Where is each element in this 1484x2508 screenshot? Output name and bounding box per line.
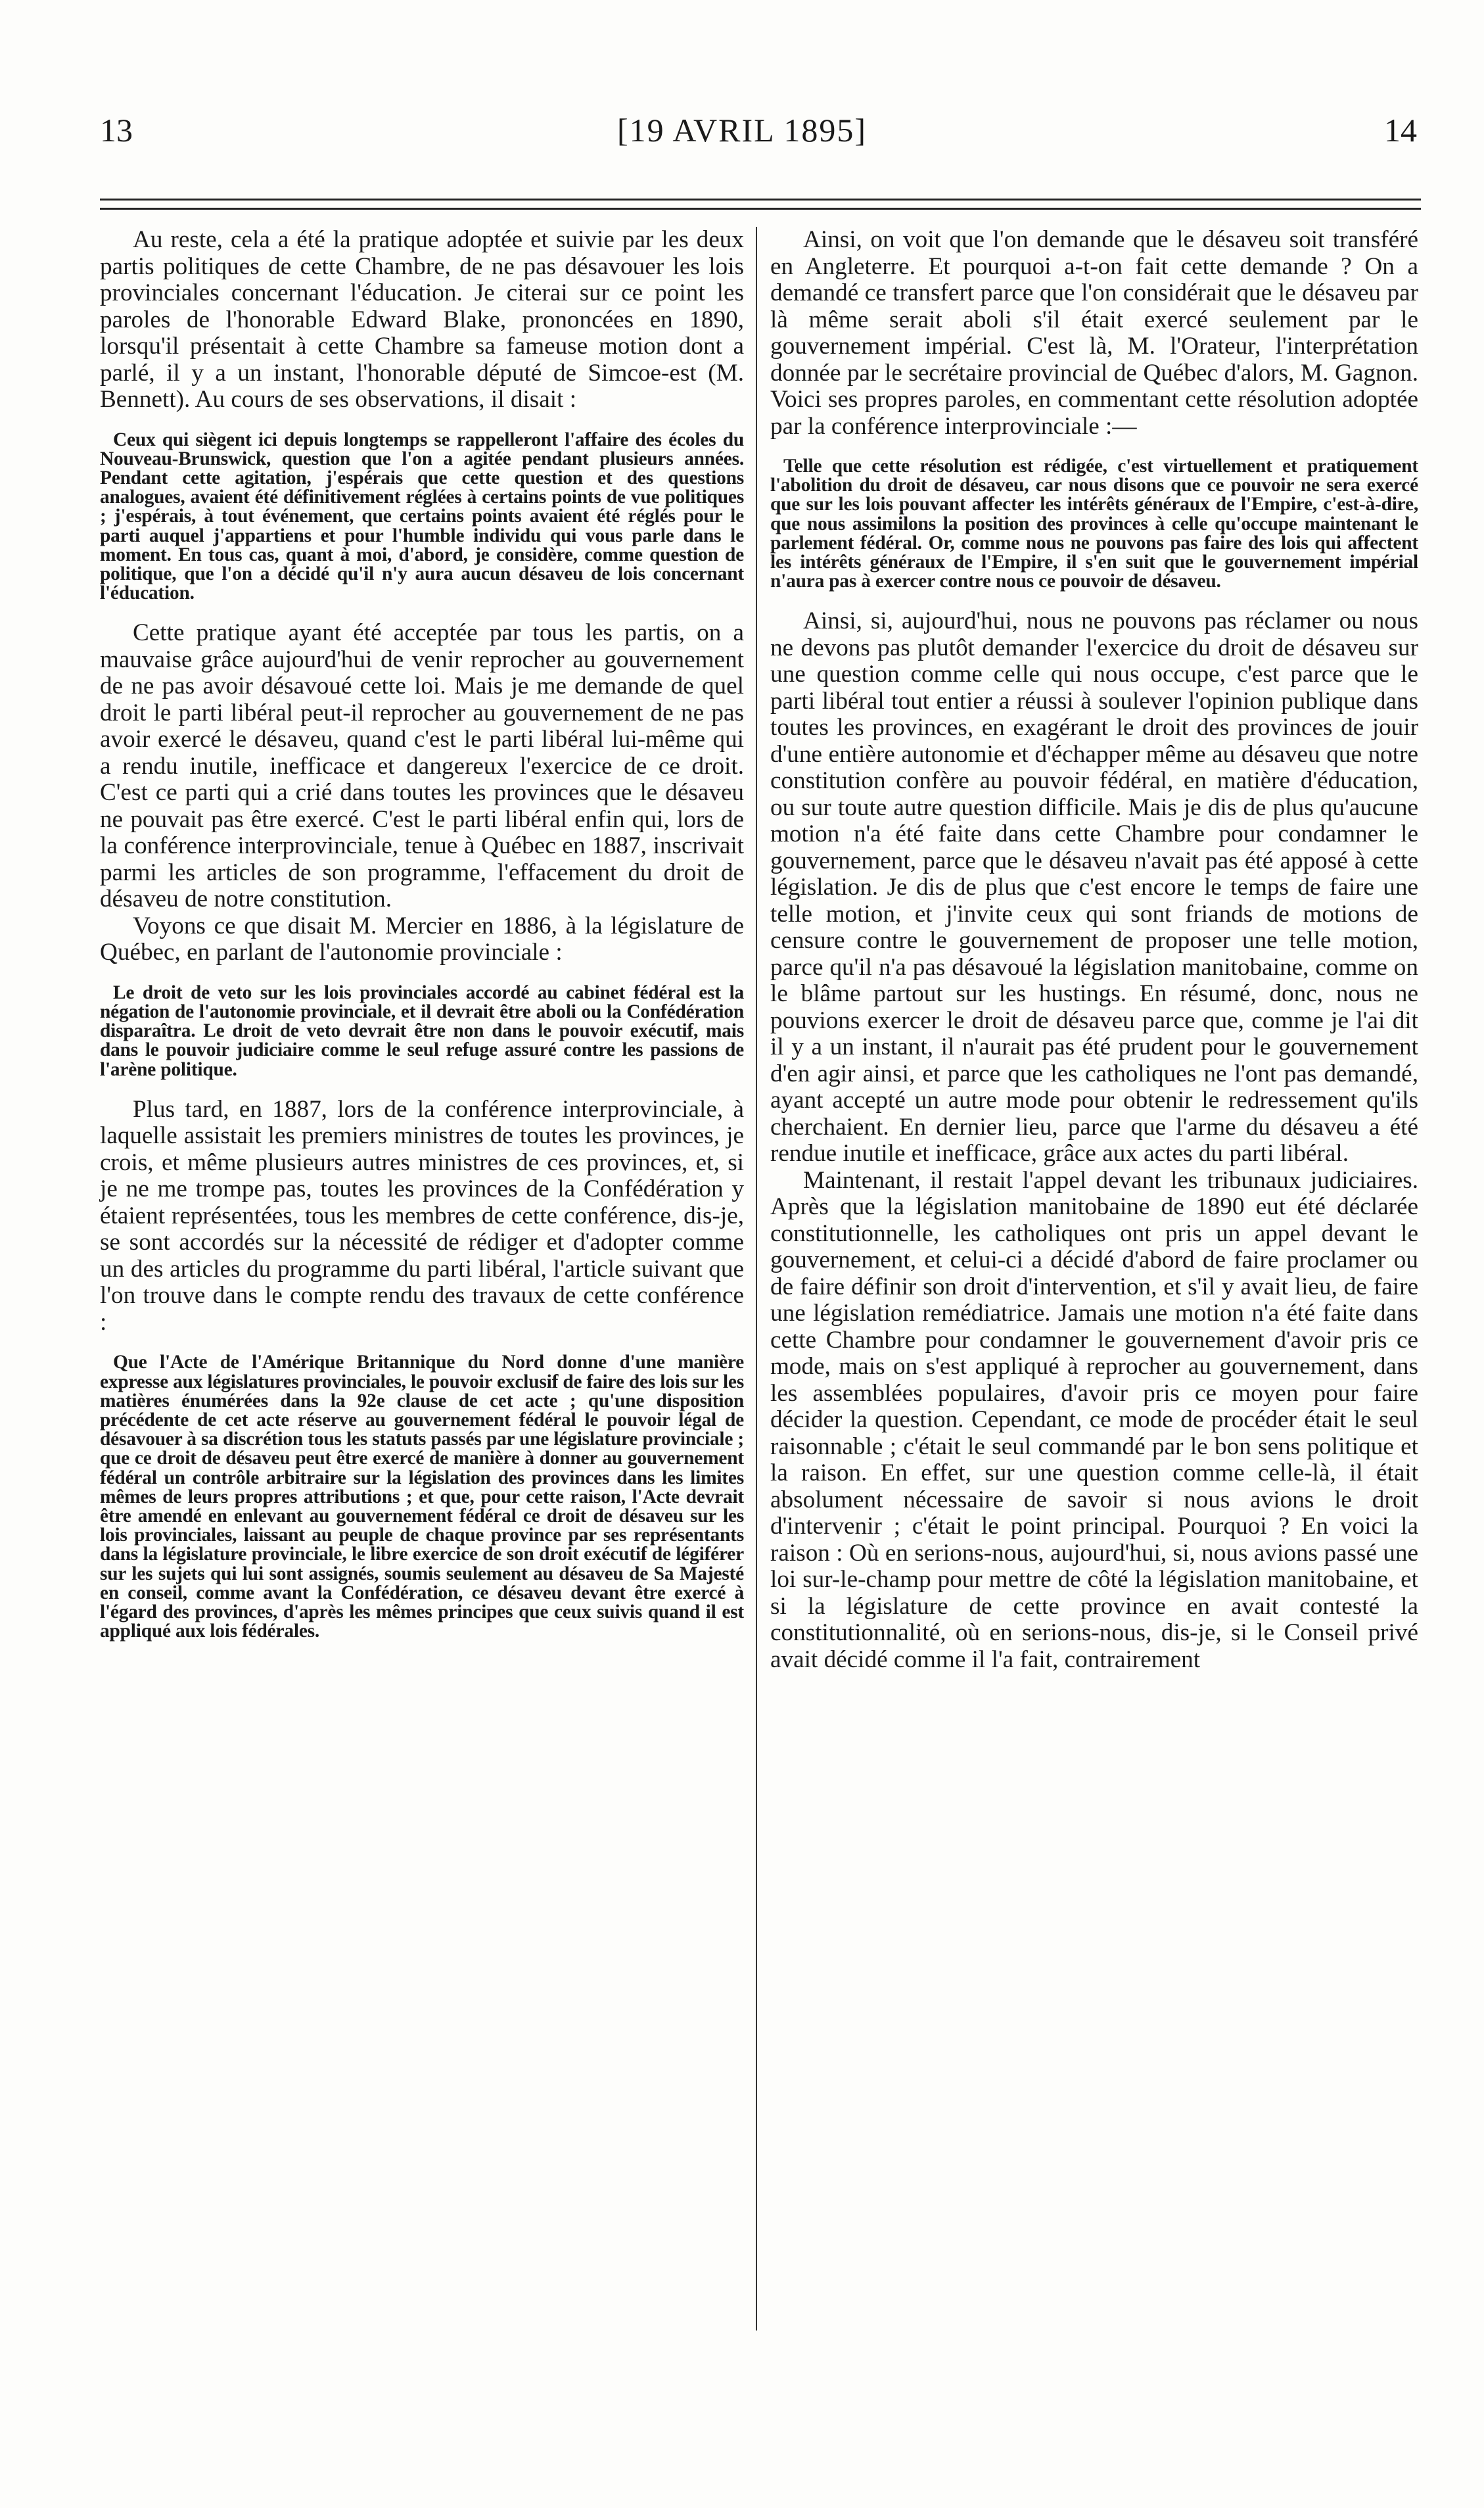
header-rule-bottom: [100, 208, 1421, 210]
column-divider: [756, 227, 757, 2331]
right-column: [770, 227, 1418, 1673]
right-para-2: Ainsi, si, aujourd'hui, nous ne pouvons pas réclamer ou nous ne devons pas plutôt demander l'exercice du droit de désaveu sur une question comme celle qui nous occupe, c'est parce que le parti libéral tout entier a réussi à soulever l'opinion publique dans toutes les provinces, en exagérant le droit des provinces de jouir d'une entière autonomie et d'échapper même au désaveu que notre constitution confère au pouvoir fédéral, en matière d'éducation, ou sur toute autre question difficile. Mais je dis de plus qu'aucune motion n'a été faite dans cette Chambre pour condamner le gouvernement, parce que le désaveu n'avait pas été apposé à cette législation. Je dis de plus que c'est encore le temps de faire une telle motion, et j'invite ceux qui sont friands de motions de censure contre le gouvernement de proposer une telle motion, parce qu'il n'a pas désavoué la législation manitobaine, comme on le blâme partout sur les hustings. En résumé, donc, nous ne pouvions exercer le droit de désaveu parce que, comme je l'ai dit il y a un instant, il n'aurait pas été prudent pour le gouvernement d'en agir ainsi, et parce que les catholiques ne l'ont pas demandé, ayant accepté un autre mode pour obtenir le redressement qu'ils cherchaient. En dernier lieu, parce que l'arme du désaveu a été rendue inutile et inefficace, grâce aux actes du parti libéral.: [770, 607, 1418, 1168]
left-quote-2: Le droit de veto sur les lois provinciales accordé au cabinet fédéral est la négation de l'autonomie provinciale, et il devrait être aboli ou la Confédération disparaîtra. Le droit de veto devrait être non dans le pouvoir exécutif, mais dans le pouvoir judiciaire comme le seul refuge assuré contre les passions de l'arène politique.: [100, 982, 744, 1080]
right-para-1: Ainsi, on voit que l'on demande que le désaveu soit transféré en Angleterre. Et pourquoi a-t-on fait cette demande ? On a demandé ce transfert parce que l'on considérait que le désaveu par là même serait aboli s'il était exercé seulement par le gouvernement impérial. C'est là, M. l'Orateur, l'interprétation donnée par le secrétaire provincial de Québec d'alors, M. Gagnon. Voici ses propres paroles, en commentant cette résolution adoptée par la conférence interprovinciale :—: [770, 226, 1418, 440]
left-column: [100, 227, 744, 1641]
left-para-1: Au reste, cela a été la pratique adoptée et suivie par les deux partis politiques de cette Chambre, de ne pas désavouer les lois provinciales concernant l'éducation. Je citerai sur ce point les paroles de l'honorable Edward Blake, prononcées en 1890, lorsqu'il présentait à cette Chambre sa fameuse motion dont a parlé, il y a un instant, l'honorable député de Simcoe-est (M. Bennett). Au cours de ses observations, il disait :: [100, 226, 744, 413]
left-quote-1: Ceux qui siègent ici depuis longtemps se rappelleront l'affaire des écoles du Nouveau-Brunswick, question que l'on a agitée pendant plusieurs années. Pendant cette agitation, j'espérais que cette question et des questions analogues, avaient été définitivement réglées à certains points de vue politiques ; j'espérais, à tout événement, que certains points avaient été réglés pour le parti auquel j'appartiens et pour l'humble individu qui vous parle dans le moment. En tous cas, quant à moi, d'abord, je considère, comme question de politique, que l'on a décidé qu'il n'y aura aucun désaveu de lois concernant l'éducation.: [100, 429, 744, 604]
left-para-4: Plus tard, en 1887, lors de la conférence interprovinciale, à laquelle assistait les premiers ministres de toutes les provinces, je crois, et même plusieurs autres ministres de ces provinces, et, si je ne me trompe pas, toutes les provinces de la Confédération y étaient représentées, tous les membres de cette conférence, dis-je, se sont accordés sur la nécessité de rédiger et d'adopter comme un des articles du programme du parti libéral, l'article suivant que l'on trouve dans le compte rendu des travaux de cette conférence :: [100, 1095, 744, 1336]
right-quote-1: Telle que cette résolution est rédigée, c'est virtuellement et pratiquement l'abolition du droit de désaveu, car nous disons que ce pouvoir ne sera exercé que sur les lois pouvant affecter les intérêts généraux de l'Empire, c'est-à-dire, que nous assimilons la position des provinces à celle qu'occupe maintenant le parlement fédéral. Or, comme nous ne pouvons pas faire des lois qui affectent les intérêts généraux de l'Empire, il s'en suit que le gouvernement impérial n'aura pas à exercer contre nous ce pouvoir de désaveu.: [770, 456, 1418, 592]
page-number-right: 14: [1384, 112, 1417, 149]
left-para-2: Cette pratique ayant été acceptée par tous les partis, on a mauvaise grâce aujourd'hui de venir reprocher au gouvernement de ne pas avoir désavoué cette loi. Mais je me demande de quel droit le parti libéral peut-il reprocher au gouvernement de ne pas avoir exercé le désaveu, quand c'est le parti libéral lui-même qui a rendu inutile, inefficace et dangereux l'exercice de ce droit. C'est ce parti qui a crié dans toutes les provinces que le désaveu ne pouvait pas être exercé. C'est le parti libéral enfin qui, lors de la conférence interprovinciale, tenue à Québec en 1887, inscrivait parmi les articles de son programme, l'effacement du droit de désaveu de notre constitution.: [100, 619, 744, 913]
left-quote-3: Que l'Acte de l'Amérique Britannique du Nord donne d'une manière expresse aux législatures provinciales, le pouvoir exclusif de faire des lois sur les matières énumérées dans la 92e clause de cet acte ; qu'une disposition précédente de cet acte réserve au gouvernement fédéral le pouvoir légal de désavouer à sa discrétion tous les statuts passés par une législature provinciale ; que ce droit de désaveu peut être exercé de manière à donner au gouvernement fédéral un contrôle arbitraire sur la législation des provinces dans les limites mêmes de leurs propres attributions ; et que, pour cette raison, l'Acte devrait être amendé en enlevant au gouvernement fédéral ce droit de désaveu sur les lois provinciales, laissant au peuple de chaque province par ses représentants dans la législature provinciale, le libre exercice de son droit exécutif de légiférer sur les sujets qui lui sont assignés, soumis seulement au désaveu de Sa Majesté en conseil, comme avant la Confédération, ce désaveu devant être exercé à l'égard des provinces, d'après les mêmes principes que ceux suivis quand il est appliqué aux lois fédérales.: [100, 1352, 744, 1642]
page-date-header: [19 AVRIL 1895]: [617, 112, 867, 149]
left-para-3: Voyons ce que disait M. Mercier en 1886, à la législature de Québec, en parlant de l'autonomie provinciale :: [100, 912, 744, 966]
right-para-3: Maintenant, il restait l'appel devant les tribunaux judiciaires. Après que la législation manitobaine de 1890 eut été déclarée constitutionnelle, les catholiques ont pris un appel devant le gouvernement, et celui-ci a décidé d'abord de faire proclamer ou de faire définir son droit d'intervention, et s'il y avait lieu, de faire une législation remédiatrice. Jamais une motion n'a été faite dans cette Chambre pour condamner le gouvernement d'avoir pris ce mode, mais on s'est appliqué à reprocher au gouvernement, dans les assemblées populaires, d'avoir pris ce moyen pour faire décider la question. Cependant, ce mode de procéder était le seul raisonnable ; c'était le seul commandé par le bon sens politique et la raison. En effet, sur une question comme celle-là, il était absolument nécessaire de savoir si nous avions le droit d'intervenir ; c'était le point principal. Pourquoi ? En voici la raison : Où en serions-nous, aujourd'hui, si, nous avions passé une loi sur-le-champ pour mettre de côté la législation manitobaine, et si la législature de cette province en avait contesté la constitutionnalité, où en serions-nous, dis-je, si le Conseil privé avait décidé comme il l'a fait, contrairement: [770, 1166, 1418, 1673]
header-rule-top: [100, 199, 1421, 201]
page-number-left: 13: [100, 112, 133, 149]
